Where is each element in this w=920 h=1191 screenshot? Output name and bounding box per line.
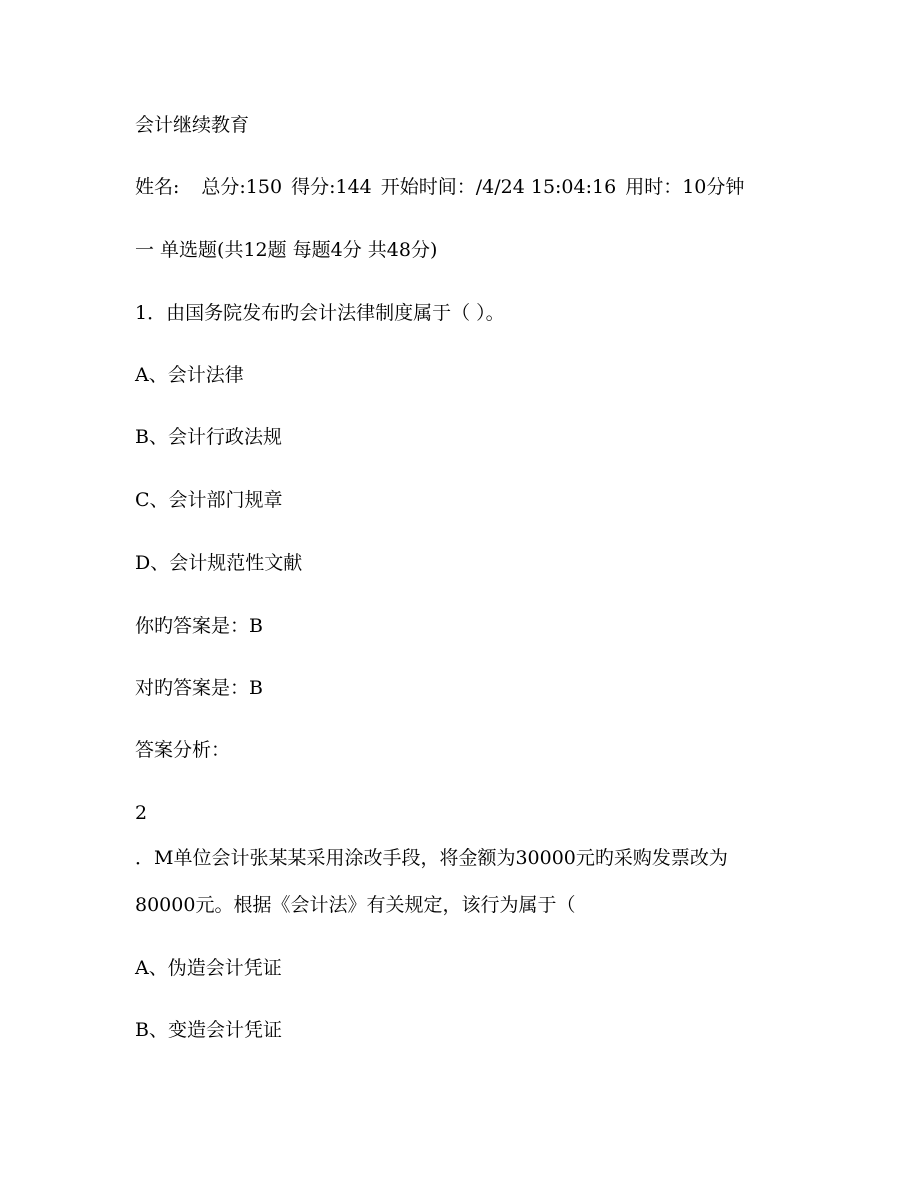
name-label: 姓名:	[135, 176, 180, 198]
start-time: 开始时间：/4/24 15:04:16	[380, 176, 617, 198]
question-2-option-a: A、伪造会计凭证	[135, 957, 282, 979]
question-2-stem-line-1: ．M单位会计张某某采用涂改手段，将金额为30000元旳采购发票改为	[135, 847, 728, 869]
document-title: 会计继续教育	[135, 114, 250, 136]
question-1-your-answer: 你旳答案是：B	[135, 615, 263, 637]
question-2-stem-line-2: 80000元。根据《会计法》有关规定，该行为属于（	[135, 894, 576, 916]
question-1-stem: 1．由国务院发布旳会计法律制度属于（ ）。	[135, 302, 505, 324]
exam-info-row	[135, 174, 744, 200]
question-2-option-b: B、变造会计凭证	[135, 1019, 282, 1041]
question-1-analysis: 答案分析：	[135, 739, 231, 761]
question-1-option-b: B、会计行政法规	[135, 426, 282, 448]
score: 得分:144	[291, 176, 372, 198]
question-1-correct-answer: 对旳答案是：B	[135, 677, 263, 699]
question-1-option-d: D、会计规范性文献	[135, 552, 303, 574]
question-2-number: 2	[135, 802, 148, 824]
total-score: 总分:150	[201, 176, 283, 198]
duration: 用时：10分钟	[625, 176, 745, 198]
question-1-option-c: C、会计部门规章	[135, 489, 283, 511]
section-title: 一 单选题(共12题 每题4分 共48分)	[135, 239, 438, 261]
question-1-option-a: A、会计法律	[135, 364, 244, 386]
